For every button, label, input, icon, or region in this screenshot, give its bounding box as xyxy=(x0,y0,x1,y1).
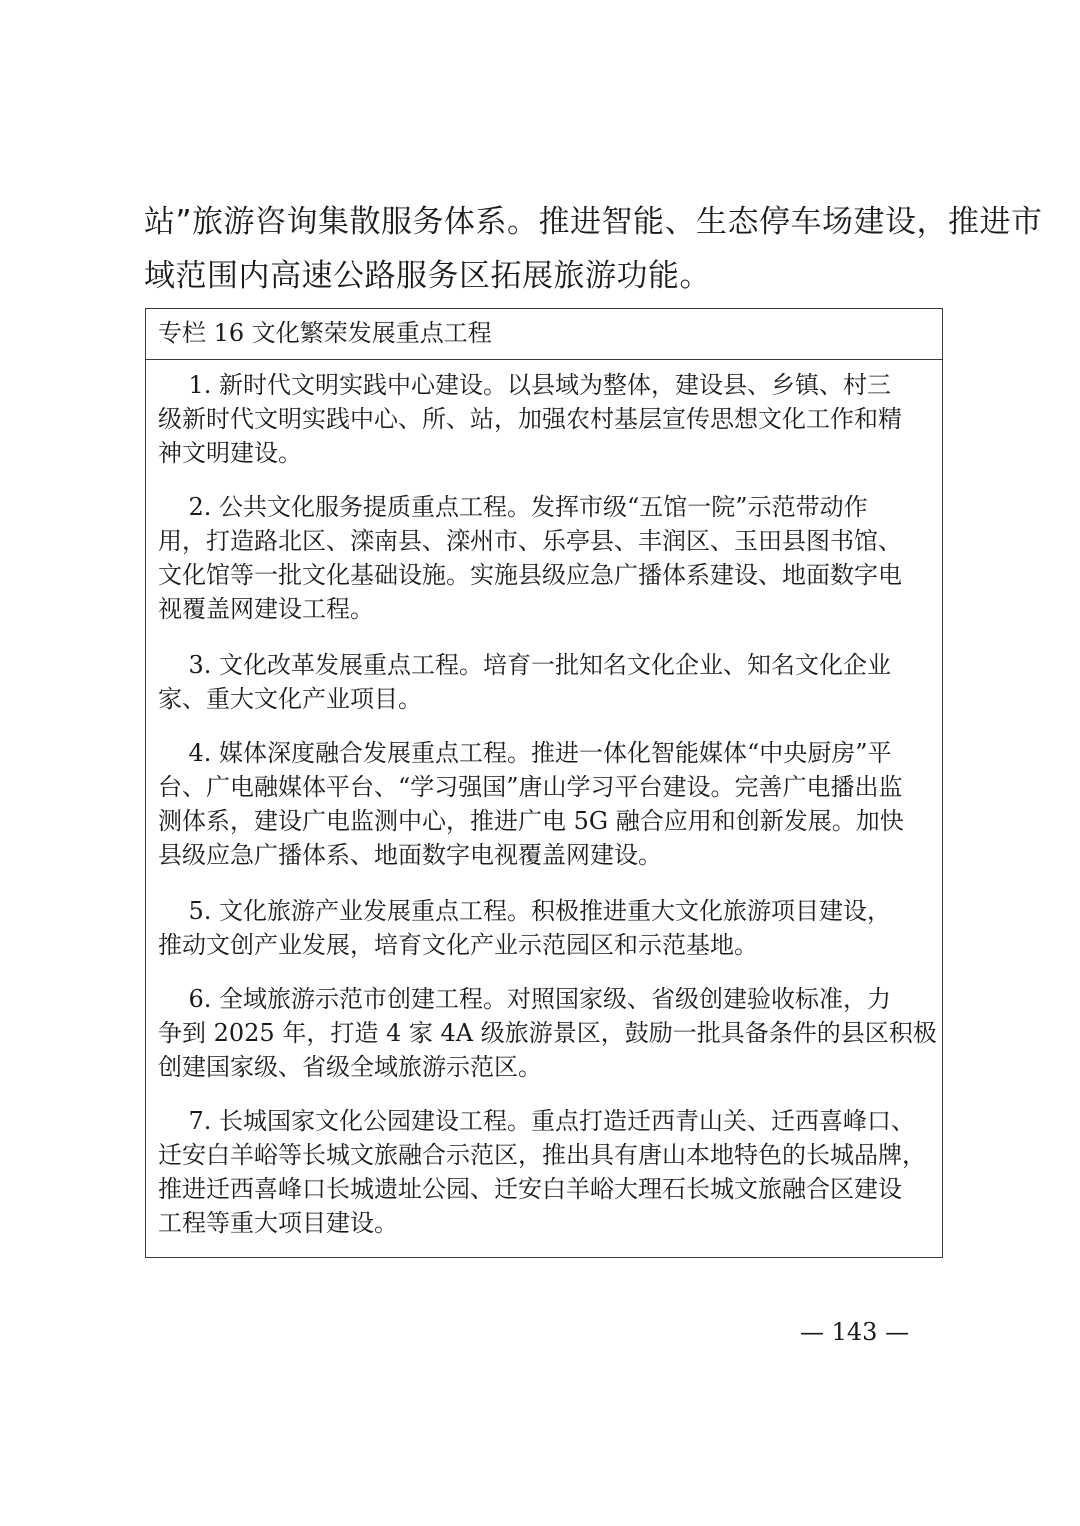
item-1-line-3: 神文明建设。 xyxy=(158,439,302,467)
item-7-line-2: 迁安白羊峪等长城文旅融合示范区，推出具有唐山本地特色的长城品牌， xyxy=(158,1141,926,1169)
item-1-line-2: 级新时代文明实践中心、所、站，加强农村基层宣传思想文化工作和精 xyxy=(158,405,902,433)
item-2-line-2: 用，打造路北区、滦南县、滦州市、乐亭县、丰润区、玉田县图书馆、 xyxy=(158,527,902,555)
intro-text-line: 站”旅游咨询集散服务体系。推进智能、生态停车场建设，推进市 xyxy=(144,204,1043,240)
item-5-line-1: 5. 文化旅游产业发展重点工程。积极推进重大文化旅游项目建设， xyxy=(158,897,892,925)
item-6-line-1: 6. 全域旅游示范市创建工程。对照国家级、省级创建验收标准，力 xyxy=(158,985,892,1013)
item-3-line-2: 家、重大文化产业项目。 xyxy=(158,685,422,713)
item-4-line-3: 测体系，建设广电监测中心，推进广电 5G 融合应用和创新发展。加快 xyxy=(158,807,904,835)
intro-text-line: 域范围内高速公路服务区拓展旅游功能。 xyxy=(144,258,711,294)
item-4-line-4: 县级应急广播体系、地面数字电视覆盖网建设。 xyxy=(158,841,662,869)
item-4-line-2: 台、广电融媒体平台、“学习强国”唐山学习平台建设。完善广电播出监 xyxy=(158,773,903,801)
item-1-line-1: 1. 新时代文明实践中心建设。以县域为整体，建设县、乡镇、村三 xyxy=(158,371,892,399)
item-3-line-1: 3. 文化改革发展重点工程。培育一批知名文化企业、知名文化企业 xyxy=(158,651,892,679)
item-7-line-3: 推进迁西喜峰口长城遗址公园、迁安白羊峪大理石长城文旅融合区建设 xyxy=(158,1175,902,1203)
item-6-line-2: 争到 2025 年，打造 4 家 4A 级旅游景区，鼓励一批具备条件的县区积极 xyxy=(158,1019,937,1047)
item-7-line-1: 7. 长城国家文化公园建设工程。重点打造迁西青山关、迁西喜峰口、 xyxy=(158,1107,916,1135)
item-2-line-1: 2. 公共文化服务提质重点工程。发挥市级“五馆一院”示范带动作 xyxy=(158,493,868,521)
item-2-line-3: 文化馆等一批文化基础设施。实施县级应急广播体系建设、地面数字电 xyxy=(158,561,902,589)
item-2-line-4: 视覆盖网建设工程。 xyxy=(158,595,374,623)
item-7-line-4: 工程等重大项目建设。 xyxy=(158,1209,398,1237)
feature-box-title: 专栏 16 文化繁荣发展重点工程 xyxy=(146,309,942,360)
item-4-line-1: 4. 媒体深度融合发展重点工程。推进一体化智能媒体“中央厨房”平 xyxy=(158,739,892,767)
item-6-line-3: 创建国家级、省级全域旅游示范区。 xyxy=(158,1053,542,1081)
item-5-line-2: 推动文创产业发展，培育文化产业示范园区和示范基地。 xyxy=(158,931,758,959)
feature-box xyxy=(145,308,943,1258)
page-number: — 143 — xyxy=(800,1318,910,1346)
